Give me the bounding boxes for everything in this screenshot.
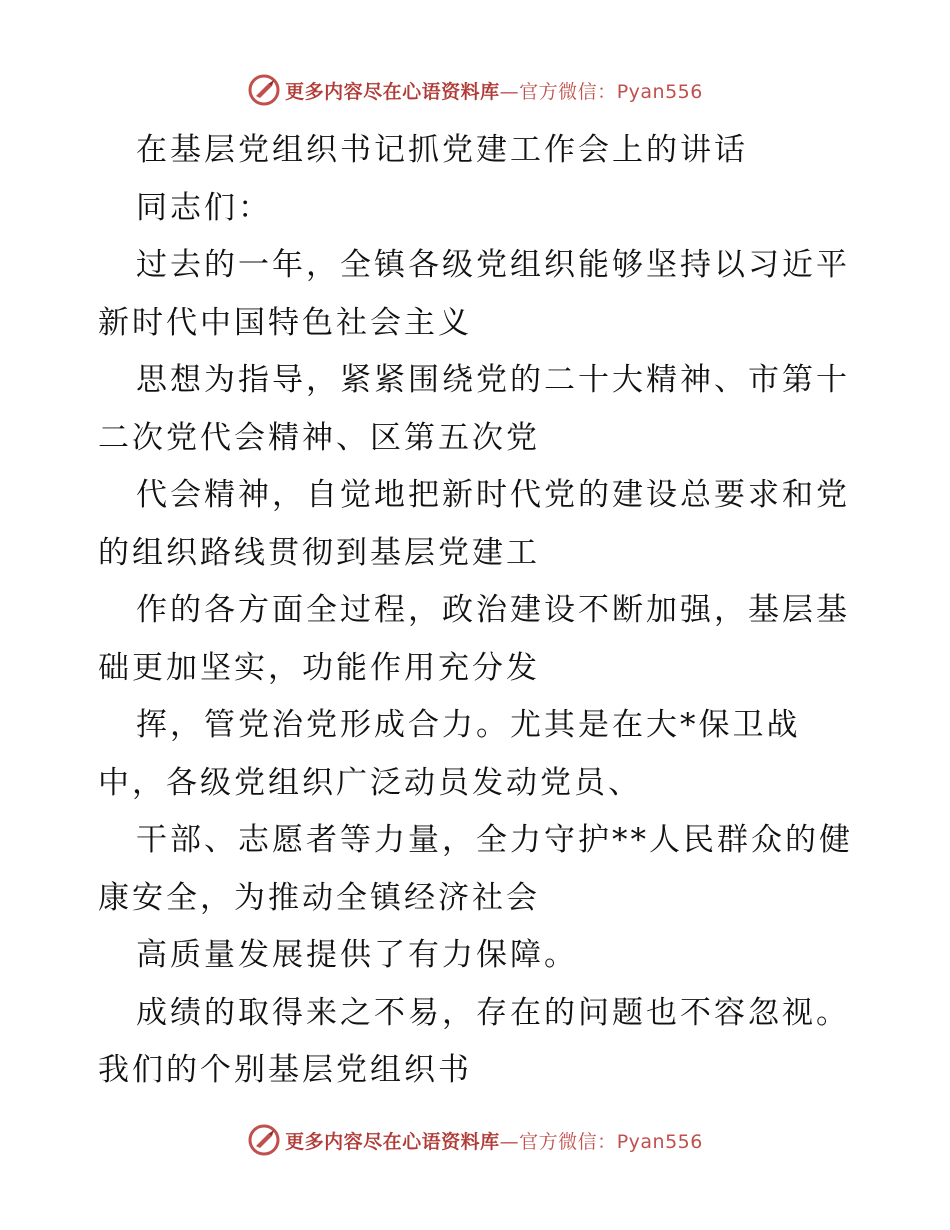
paragraph-line: 我们的个别基层党组织书 — [98, 1052, 472, 1088]
paragraph-line: 代会精神，自觉地把新时代党的建设总要求和党 — [136, 477, 850, 513]
paragraph-line: 干部、志愿者等力量，全力守护**人民群众的健 — [136, 822, 853, 858]
paragraph-line: 中，各级党组织广泛动员发动党员、 — [98, 764, 642, 801]
paragraph-line: 础更加坚实，功能作用充分发 — [98, 649, 540, 686]
banner-main-text: 更多内容尽在心语资料库 — [285, 1130, 500, 1153]
banner-wechat-label: 官方微信： — [519, 80, 617, 103]
banner-separator: — — [499, 1130, 520, 1153]
logo-icon — [247, 73, 281, 107]
banner-wechat-id: Pyan556 — [616, 80, 703, 103]
paragraph-line: 的组织路线贯彻到基层党建工 — [98, 534, 540, 571]
header-banner — [0, 70, 950, 110]
logo-icon — [247, 1123, 281, 1157]
banner-wechat-id: Pyan556 — [616, 1130, 703, 1153]
paragraph-line: 成绩的取得来之不易，存在的问题也不容忽视。 — [136, 994, 850, 1031]
paragraph-line: 康安全，为推动全镇经济社会 — [98, 879, 540, 916]
banner-text — [285, 1127, 703, 1154]
paragraph-line: 高质量发展提供了有力保障。 — [136, 937, 578, 973]
paragraph-line: 二次党代会精神、区第五次党 — [98, 419, 540, 456]
paragraph-line: 作的各方面全过程，政治建设不断加强，基层基 — [136, 592, 850, 628]
footer-banner — [0, 1120, 950, 1160]
banner-wechat-label: 官方微信： — [519, 1130, 617, 1153]
banner-main-text: 更多内容尽在心语资料库 — [285, 80, 500, 103]
document-body — [0, 122, 950, 1100]
paragraph-line: 挥，管党治党形成合力。尤其是在大*保卫战 — [136, 707, 801, 743]
document-title: 在基层党组织书记抓党建工作会上的讲话 — [136, 132, 748, 168]
banner-separator: — — [499, 80, 520, 103]
paragraph-line: 思想为指导，紧紧围绕党的二十大精神、市第十 — [136, 362, 850, 398]
banner-text — [285, 77, 703, 104]
salutation: 同志们： — [136, 189, 272, 226]
paragraph-line: 新时代中国特色社会主义 — [98, 304, 472, 341]
paragraph-line: 过去的一年，全镇各级党组织能够坚持以习近平 — [136, 247, 850, 283]
